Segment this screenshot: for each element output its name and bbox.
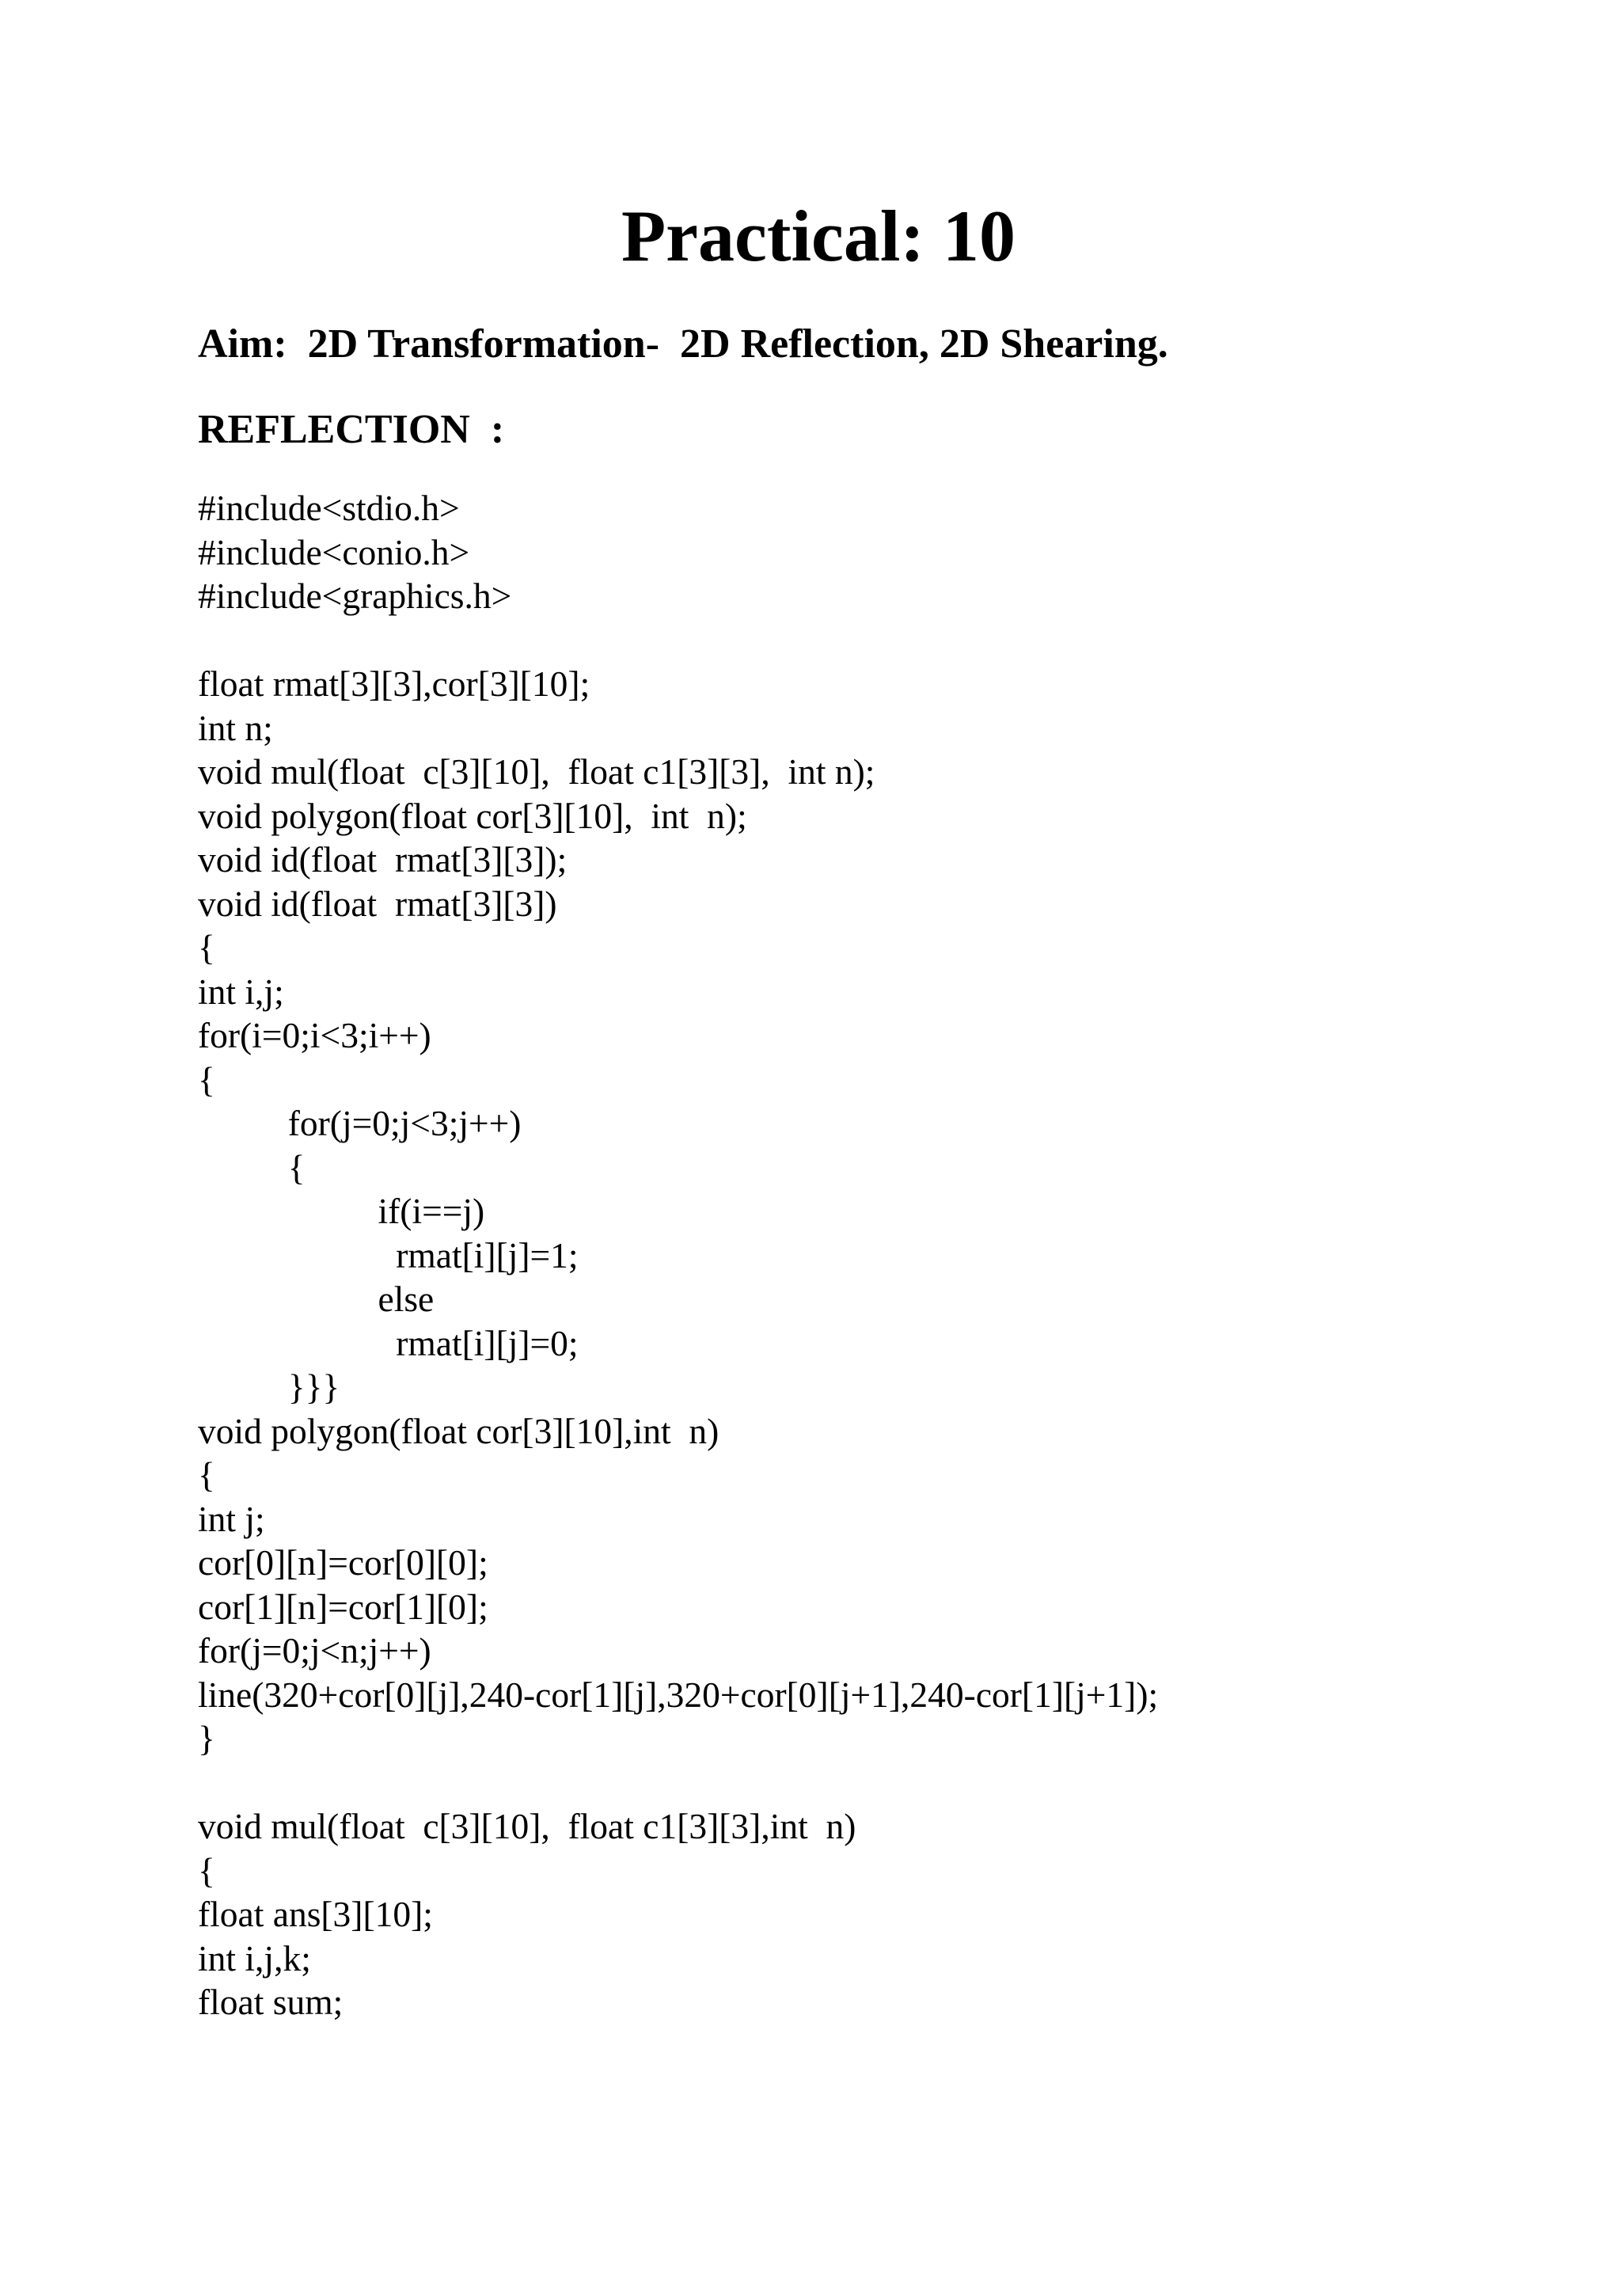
- code-line: {: [198, 927, 215, 967]
- code-line: void polygon(float cor[3][10],int n): [198, 1410, 719, 1451]
- code-line: rmat[i][j]=0;: [198, 1322, 579, 1363]
- section-heading: REFLECTION :: [198, 407, 505, 452]
- code-line: void id(float rmat[3][3]): [198, 883, 557, 924]
- code-line: int i,j;: [198, 971, 284, 1012]
- code-line: #include<graphics.h>: [198, 576, 512, 616]
- code-line: for(j=0;j<3;j++): [198, 1103, 522, 1143]
- code-listing: [198, 486, 1158, 2024]
- code-line: int i,j,k;: [198, 1937, 311, 1979]
- code-line: void mul(float c[3][10], float c1[3][3], int n);: [198, 751, 875, 792]
- code-line: [198, 618, 1158, 663]
- code-line: [198, 1761, 1158, 1805]
- code-line: void id(float rmat[3][3]);: [198, 839, 568, 880]
- code-line: {: [198, 1849, 215, 1891]
- code-line: }: [198, 1718, 215, 1758]
- code-line: rmat[i][j]=1;: [198, 1234, 579, 1275]
- code-line: if(i==j): [198, 1191, 485, 1231]
- code-line: #include<stdio.h>: [198, 488, 460, 528]
- page-title: Practical: 10: [621, 196, 1016, 276]
- code-line: {: [198, 1146, 306, 1188]
- code-line: float sum;: [198, 1982, 344, 2022]
- code-line: void mul(float c[3][10], float c1[3][3],int n): [198, 1806, 856, 1846]
- code-line: line(320+cor[0][j],240-cor[1][j],320+cor[0][j+1],240-cor[1][j+1]);: [198, 1674, 1159, 1715]
- aim-heading: Aim: 2D Transformation- 2D Reflection, 2D Shearing.: [198, 321, 1168, 367]
- code-line: int j;: [198, 1498, 265, 1539]
- code-line: int n;: [198, 707, 273, 748]
- code-line: float ans[3][10];: [198, 1894, 433, 1934]
- code-line: {: [198, 1454, 215, 1495]
- code-line: cor[1][n]=cor[1][0];: [198, 1586, 488, 1627]
- code-line: float rmat[3][3],cor[3][10];: [198, 663, 590, 704]
- code-line: {: [198, 1059, 215, 1100]
- code-line: #include<conio.h>: [198, 531, 470, 572]
- code-line: void polygon(float cor[3][10], int n);: [198, 795, 747, 836]
- code-line: else: [198, 1279, 435, 1319]
- code-line: for(i=0;i<3;i++): [198, 1015, 431, 1055]
- code-line: cor[0][n]=cor[0][0];: [198, 1542, 488, 1583]
- code-line: }}}: [198, 1367, 340, 1407]
- code-line: for(j=0;j<n;j++): [198, 1630, 431, 1671]
